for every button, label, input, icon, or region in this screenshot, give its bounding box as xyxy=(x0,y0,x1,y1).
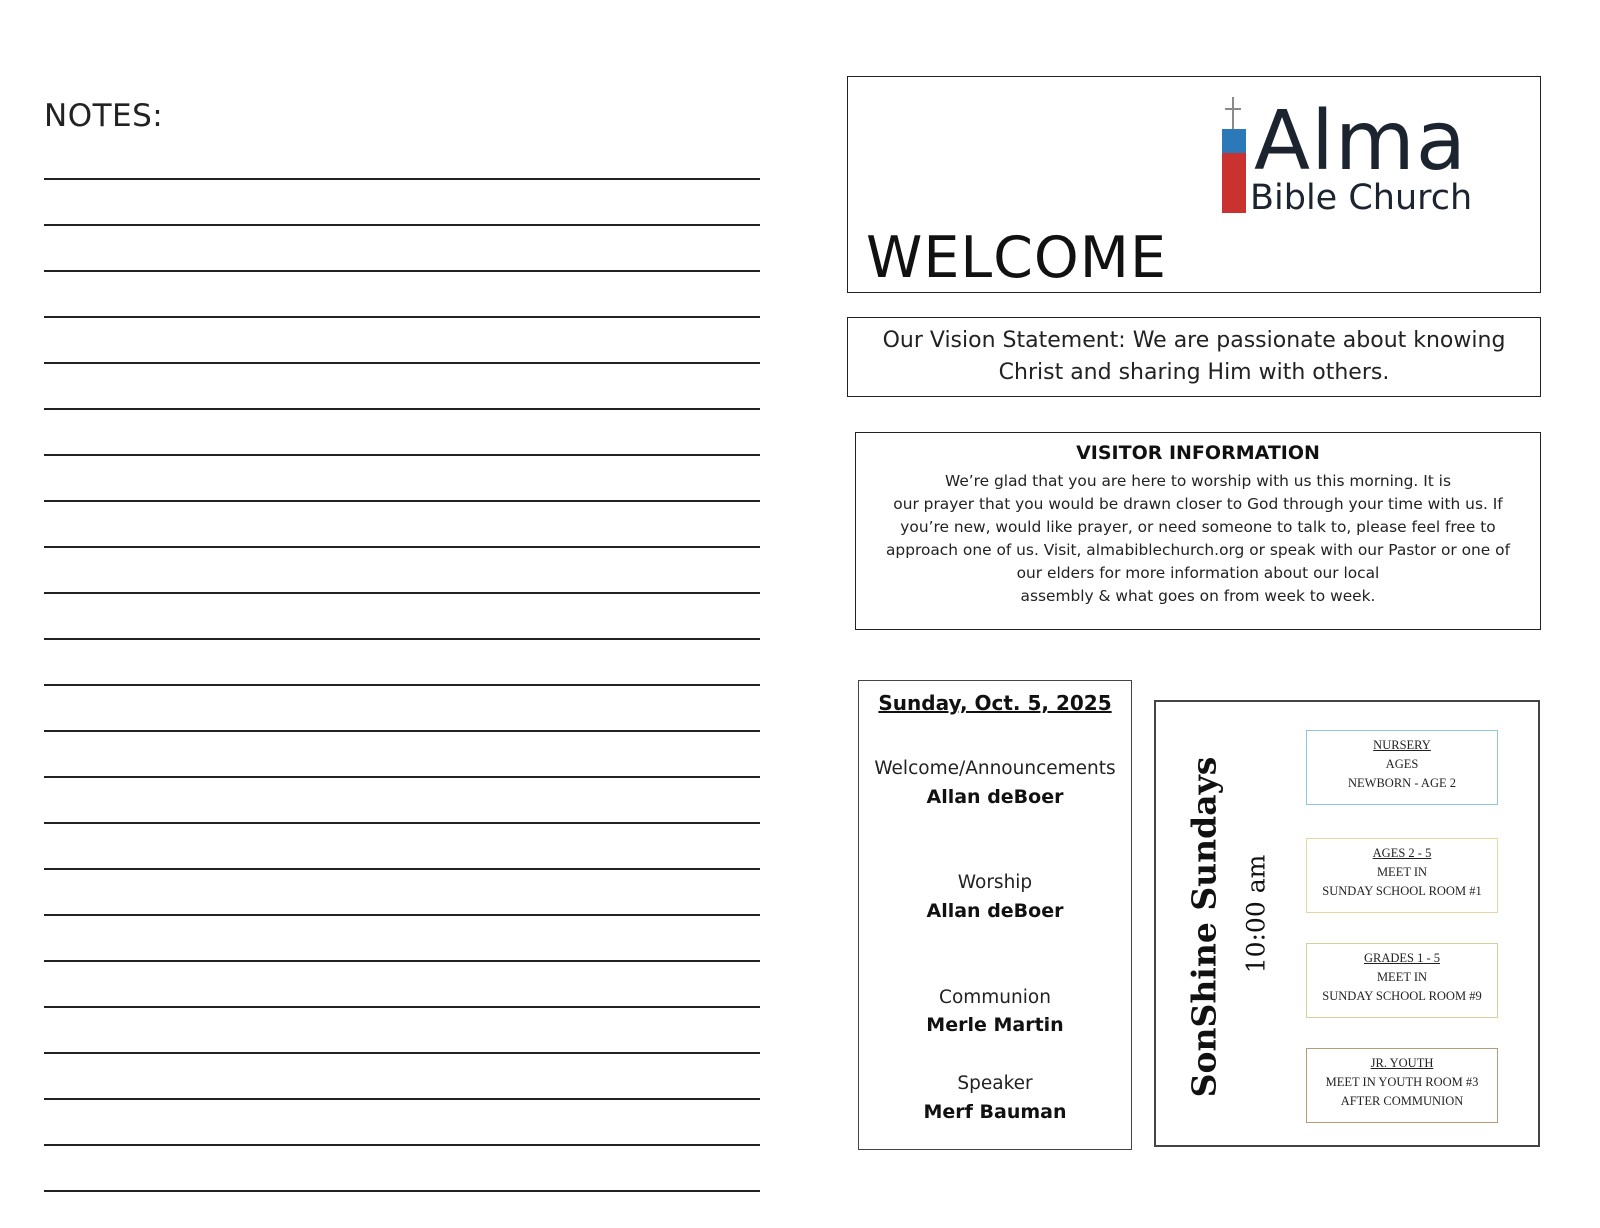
schedule-person: Allan deBoer xyxy=(926,786,1064,808)
church-logo xyxy=(1220,95,1510,219)
logo-name-small: Bible Church xyxy=(1250,178,1473,218)
class-detail: NEWBORN - AGE 2 xyxy=(1348,776,1456,790)
class-heading: JR. YOUTH xyxy=(1370,1056,1434,1070)
schedule-role: Speaker xyxy=(957,1073,1033,1094)
class-detail: AFTER COMMUNION xyxy=(1340,1094,1464,1108)
visitor-line: our prayer that you would be drawn closer to God through your time with us. If xyxy=(893,495,1503,513)
note-line xyxy=(44,776,760,778)
schedule-person: Allan deBoer xyxy=(926,900,1064,922)
notes-lines xyxy=(44,132,760,1212)
class-heading: GRADES 1 - 5 xyxy=(1363,951,1441,965)
schedule-role: Communion xyxy=(939,987,1051,1008)
visitor-info-title: VISITOR INFORMATION xyxy=(1076,442,1320,464)
note-line xyxy=(44,1052,760,1054)
note-line xyxy=(44,822,760,824)
note-line xyxy=(44,592,760,594)
note-line xyxy=(44,730,760,732)
sonshine-sundays-box xyxy=(1154,700,1540,1147)
welcome-box xyxy=(847,76,1541,293)
class-heading: AGES 2 - 5 xyxy=(1372,846,1432,860)
visitor-line: We’re glad that you are here to worship with us this morning. It is xyxy=(945,472,1451,490)
service-date: Sunday, Oct. 5, 2025 xyxy=(878,691,1112,715)
service-schedule-box xyxy=(858,680,1132,1150)
vision-line-1: Our Vision Statement: We are passionate about knowing xyxy=(882,328,1506,353)
note-line xyxy=(44,454,760,456)
welcome-title: WELCOME xyxy=(866,225,1167,291)
note-line xyxy=(44,1144,760,1146)
class-detail: SUNDAY SCHOOL ROOM #1 xyxy=(1322,884,1482,898)
notes-heading: NOTES: xyxy=(44,98,164,134)
note-line xyxy=(44,1190,760,1192)
schedule-person: Merf Bauman xyxy=(923,1101,1067,1123)
note-line xyxy=(44,500,760,502)
visitor-info-box xyxy=(855,432,1541,630)
note-line xyxy=(44,1098,760,1100)
class-jr-youth xyxy=(1306,1048,1498,1123)
schedule-person: Merle Martin xyxy=(926,1014,1064,1036)
logo-name-large: Alma xyxy=(1254,94,1468,189)
note-line xyxy=(44,224,760,226)
class-heading: NURSERY xyxy=(1373,738,1431,752)
class-detail: MEET IN xyxy=(1376,970,1428,984)
class-ages-2-5 xyxy=(1306,838,1498,913)
visitor-line: approach one of us. Visit, almabiblechurch.org or speak with our Pastor or one of xyxy=(886,541,1510,559)
note-line xyxy=(44,1006,760,1008)
note-line xyxy=(44,316,760,318)
note-line xyxy=(44,546,760,548)
class-detail: AGES xyxy=(1385,757,1419,771)
class-detail: MEET IN xyxy=(1376,865,1428,879)
note-line xyxy=(44,178,760,180)
note-line xyxy=(44,362,760,364)
class-detail: SUNDAY SCHOOL ROOM #9 xyxy=(1322,989,1482,1003)
visitor-line: you’re new, would like prayer, or need someone to talk to, please feel free to xyxy=(900,518,1496,536)
note-line xyxy=(44,868,760,870)
sonshine-time: 10:00 am xyxy=(1241,854,1271,974)
class-detail: MEET IN YOUTH ROOM #3 xyxy=(1325,1075,1479,1089)
visitor-line: assembly & what goes on from week to week. xyxy=(1020,587,1376,605)
vision-statement-box xyxy=(847,317,1541,397)
vision-line-2: Christ and sharing Him with others. xyxy=(998,360,1390,385)
note-line xyxy=(44,638,760,640)
note-line xyxy=(44,684,760,686)
sonshine-title: SonShine Sundays xyxy=(1184,756,1224,1098)
schedule-role: Worship xyxy=(957,872,1033,893)
note-line xyxy=(44,914,760,916)
visitor-line: our elders for more information about our local xyxy=(1016,564,1380,582)
visitor-info-body xyxy=(870,470,1526,608)
note-line xyxy=(44,270,760,272)
class-nursery xyxy=(1306,730,1498,805)
class-grades-1-5 xyxy=(1306,943,1498,1018)
note-line xyxy=(44,408,760,410)
schedule-role: Welcome/Announcements xyxy=(874,758,1116,779)
note-line xyxy=(44,960,760,962)
